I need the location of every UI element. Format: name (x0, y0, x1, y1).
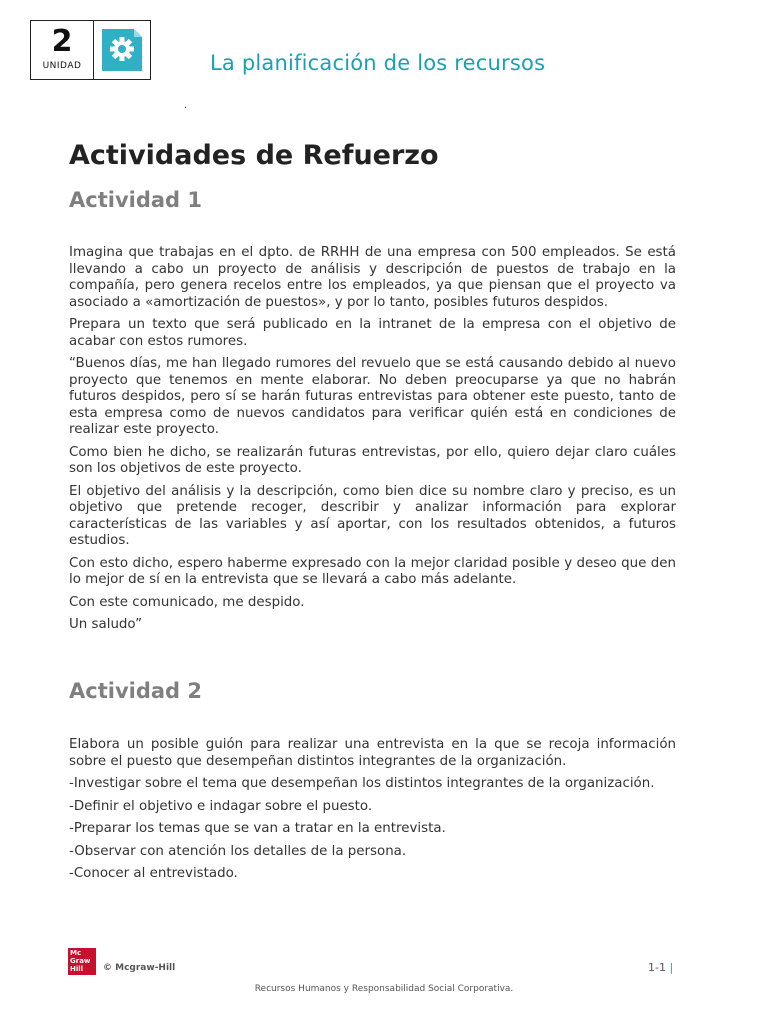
header-dot: . (184, 100, 188, 111)
unit-badge (30, 20, 94, 80)
actividad-2-paragraph: Elabora un posible guión para realizar una entrevista en la que se recoja información sobre el puesto que desempeñan distintos integrantes de la organización. (69, 737, 676, 769)
actividad-2-paragraph: -Preparar los temas que se van a tratar en la entrevista. (69, 821, 446, 836)
actividad-1-paragraph: Con este comunicado, me despido. (69, 594, 305, 610)
actividad-1-paragraph: El objetivo del análisis y la descripción, como bien dice su nombre claro y preciso, es un objetivo que pretende recoger, describir y analizar información para explorar características de las variables y así aportar, con los resultados obtenidos, a futuros estudios. (69, 483, 676, 548)
page-number-text: 1-1 (648, 961, 666, 974)
page-number (648, 961, 673, 974)
footer-copyright: © Mcgraw-Hill (103, 963, 176, 973)
actividad-1-title: Actividad 1 (69, 188, 202, 212)
actividad-2-paragraph: -Conocer al entrevistado. (69, 866, 238, 881)
actividad-1-paragraph: Un saludo” (69, 617, 143, 632)
actividad-2-title: Actividad 2 (69, 679, 202, 703)
page-number-bar: | (669, 961, 674, 974)
unit-number: 2 (51, 24, 73, 59)
logo-text: Mc (70, 949, 82, 957)
actividad-1-paragraph: Imagina que trabajas en el dpto. de RRHH de una empresa con 500 empleados. Se está llevando a cabo un proyecto de análisis y descripción de puestos de trabajo en la compañía, pero genera recelos entre los empleados, ya que piensan que el proyecto va asociado a «amortización de puestos», y por lo tanto, posibles futuros despidos. (69, 245, 676, 310)
header-title: La planificación de los recursos (210, 51, 546, 75)
page-title: Actividades de Refuerzo (69, 140, 439, 171)
footer-caption: Recursos Humanos y Responsabilidad Social Corporativa. (254, 984, 514, 994)
actividad-2-paragraph: -Investigar sobre el tema que desempeñan los distintos integrantes de la organización. (69, 776, 655, 791)
mcgraw-hill-logo (68, 948, 96, 975)
actividad-2-body (69, 737, 676, 889)
logo-text: Hill (70, 965, 84, 973)
actividad-2-paragraph: -Observar con atención los detalles de la persona. (69, 843, 407, 859)
actividad-1-paragraph: Como bien he dicho, se realizarán futuras entrevistas, por ello, quiero dejar claro cuáles son los objetivos de este proyecto. (69, 444, 676, 476)
gear-document-icon (100, 27, 144, 73)
actividad-1-paragraph: Con esto dicho, espero haberme expresado con la mejor claridad posible y deseo que den lo mejor de sí en la entrevista que se llevará a cabo más adelante. (69, 555, 676, 587)
logo-text: Graw (70, 957, 91, 965)
actividad-2-paragraph: -Definir el objetivo e indagar sobre el puesto. (69, 798, 373, 814)
unit-icon-box (93, 20, 151, 80)
actividad-1-paragraph: “Buenos días, me han llegado rumores del revuelo que se está causando debido al nuevo proyecto que tenemos en mente elaborar. No deben preocuparse ya que no habrán futuros despidos, pero sí se harán futuras entrevistas para obtener este puesto, tanto de esta empresa como de nuevos candidatos para verificar quién está en condiciones de realizar este proyecto. (69, 356, 676, 437)
actividad-1-paragraph: Prepara un texto que será publicado en la intranet de la empresa con el objetivo de acabar con estos rumores. (69, 317, 676, 349)
unit-label: UNIDAD (42, 61, 82, 71)
actividad-1-body (69, 245, 676, 640)
